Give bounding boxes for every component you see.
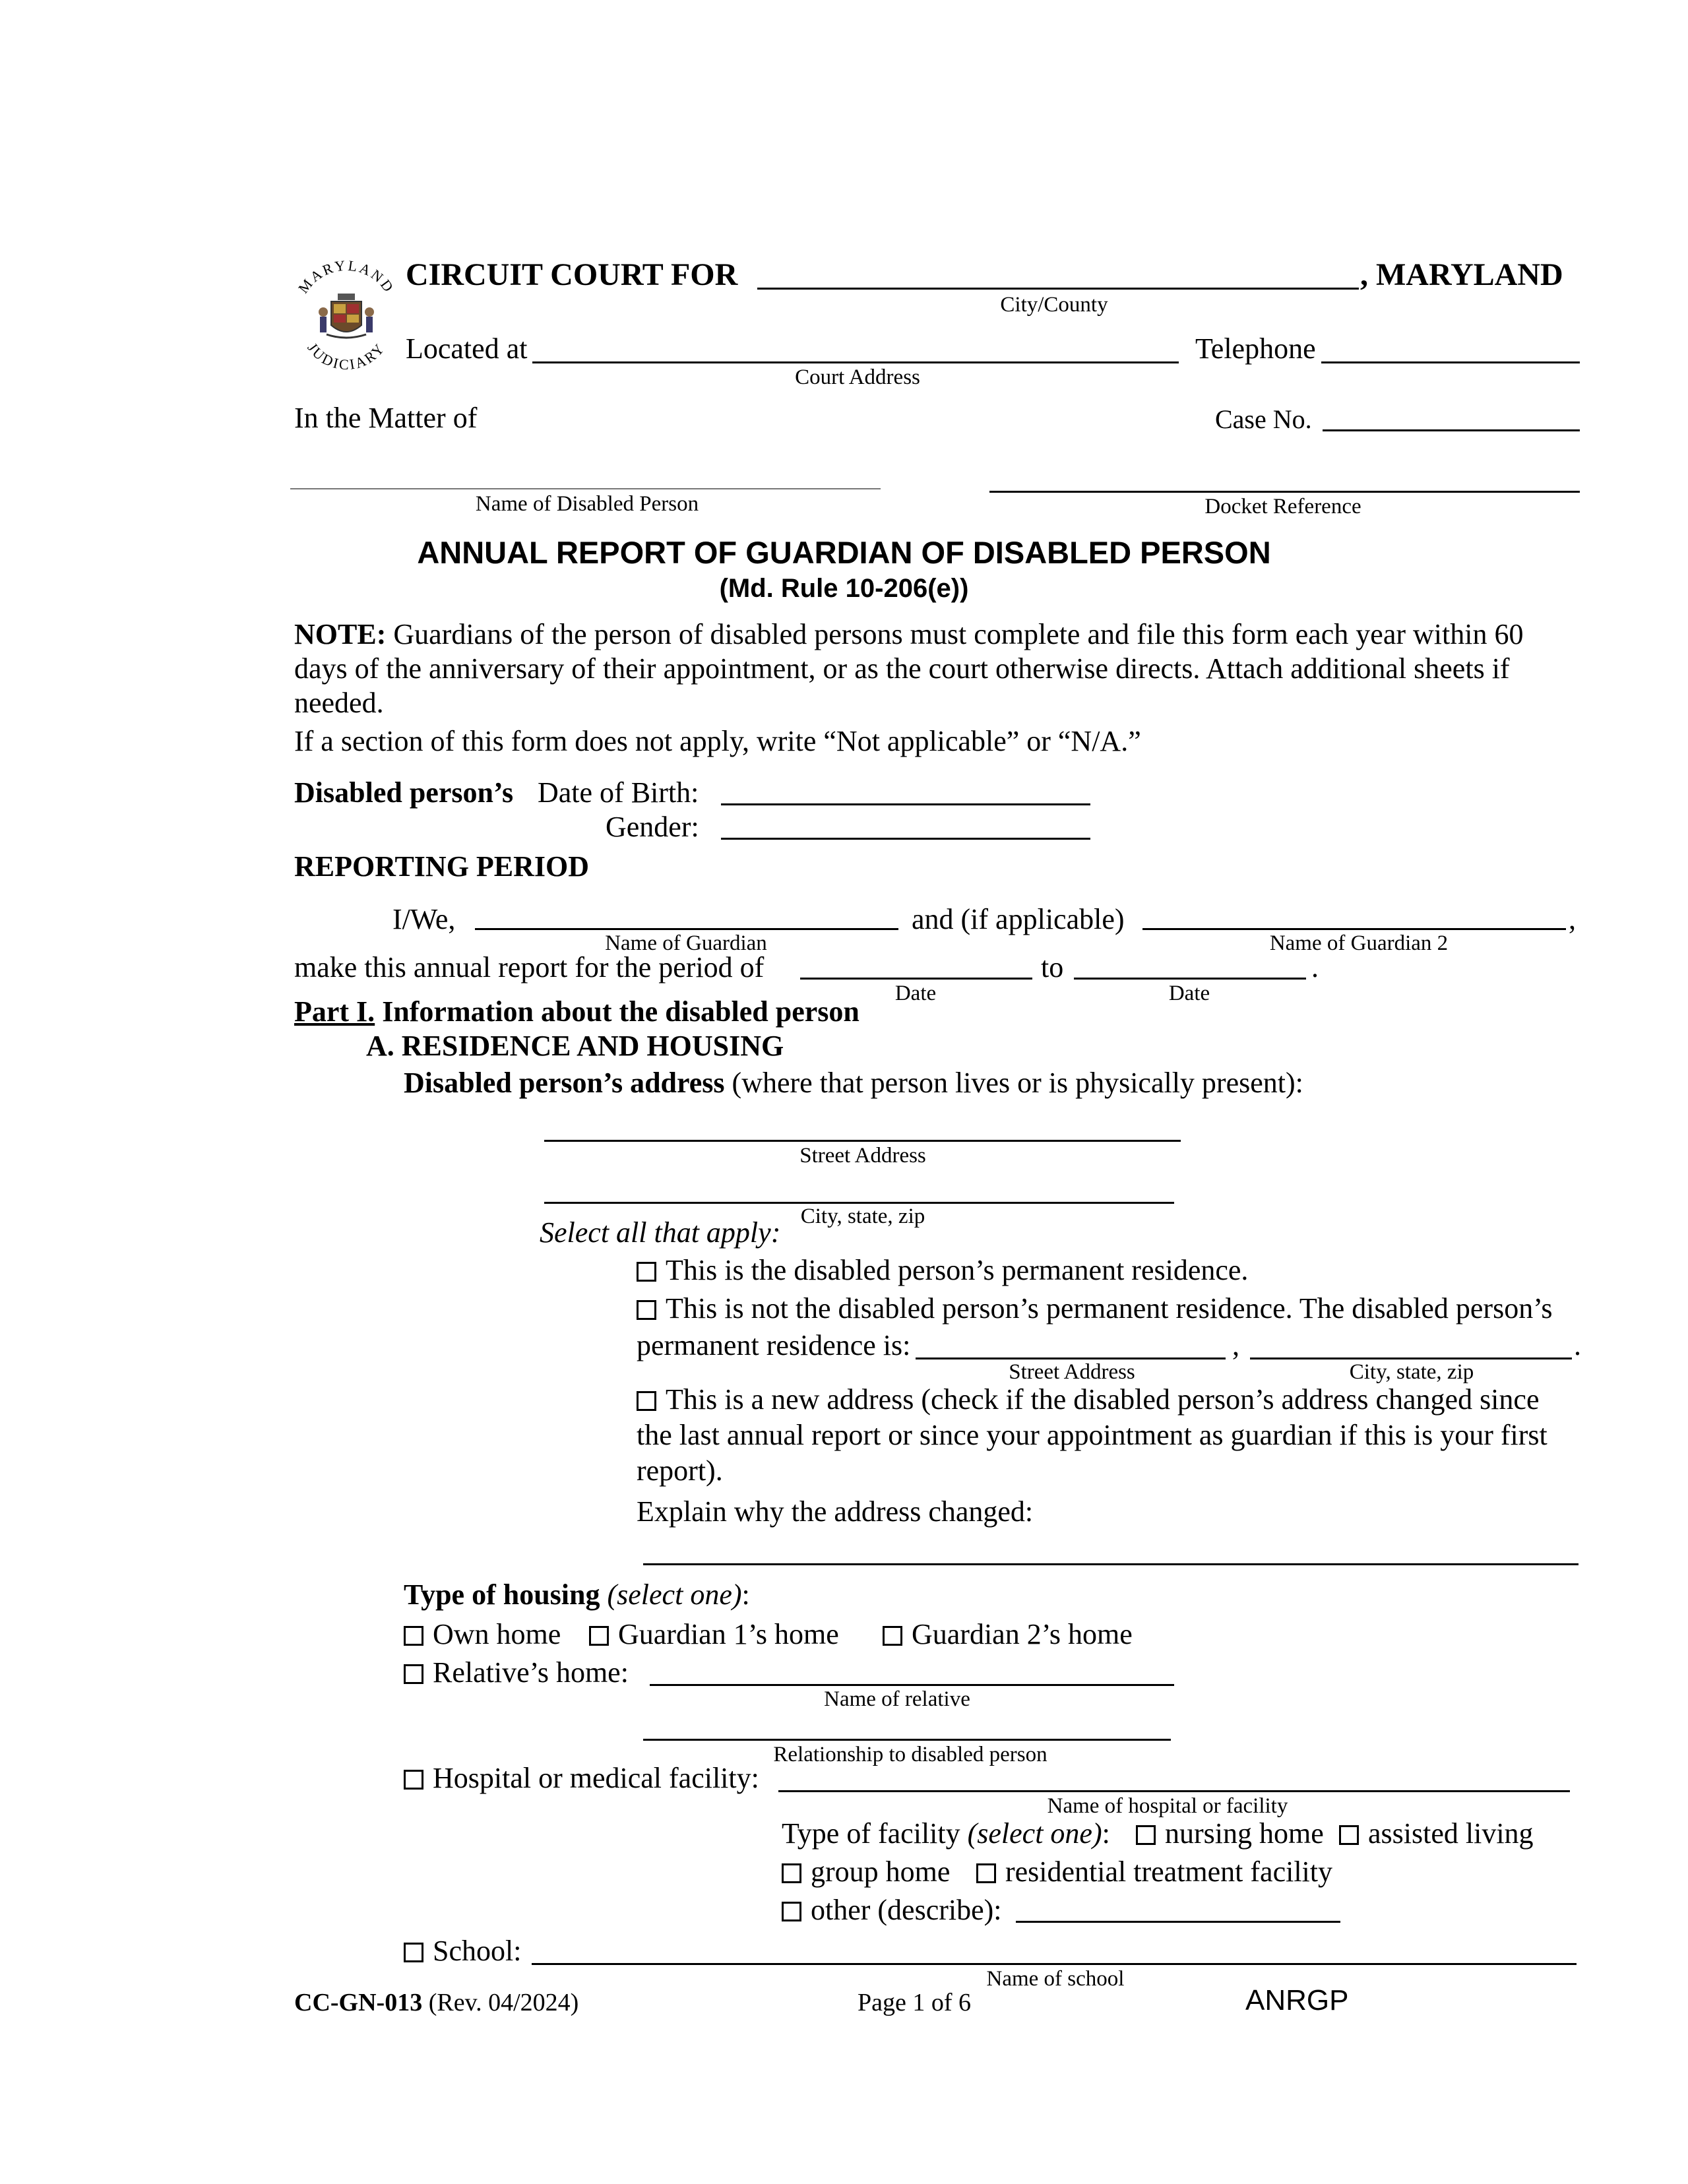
dob-label: Date of Birth:	[538, 776, 699, 809]
option-school	[404, 1937, 521, 1966]
school-checkbox[interactable]	[404, 1943, 423, 1962]
assisted-living-label: assisted living	[1368, 1817, 1534, 1850]
form-rule: (Md. Rule 10-206(e))	[719, 574, 969, 603]
period-end-caption: Date	[1168, 982, 1210, 1005]
part1-title: Information about the disabled person	[382, 995, 860, 1028]
court-address-caption: Court Address	[795, 365, 920, 389]
street-address-caption: Street Address	[799, 1144, 926, 1168]
to-label: to	[1041, 951, 1064, 983]
guardian2-home-checkbox[interactable]	[883, 1626, 902, 1646]
permanent-city-caption: City, state, zip	[1349, 1360, 1474, 1384]
option-guardian2-home	[883, 1620, 1133, 1649]
guardian-name-caption: Name of Guardian	[605, 931, 767, 955]
own-home-label: Own home	[433, 1618, 561, 1650]
form-title: ANNUAL REPORT OF GUARDIAN OF DISABLED PERSON	[417, 535, 1271, 570]
housing-colon: :	[741, 1578, 750, 1611]
other-describe-field[interactable]	[1016, 1921, 1340, 1923]
city-county-caption: City/County	[1000, 293, 1108, 317]
option-permanent-residence	[637, 1256, 1248, 1285]
docket-reference-caption: Docket Reference	[1204, 495, 1361, 518]
in-the-matter-of-label: In the Matter of	[294, 402, 478, 434]
footer-code: ANRGP	[1245, 1984, 1349, 2016]
period-end-dot: .	[1311, 951, 1319, 983]
permanent-comma: ,	[1232, 1329, 1239, 1361]
section-a-heading: A. RESIDENCE AND HOUSING	[366, 1030, 784, 1062]
guardian-name-field[interactable]	[475, 928, 898, 930]
relatives-home-label: Relative’s home:	[433, 1656, 629, 1689]
option-guardian1-home	[589, 1620, 839, 1649]
city-state-zip-field[interactable]	[544, 1202, 1174, 1204]
option-other	[782, 1896, 1002, 1925]
court-address-field[interactable]	[532, 361, 1179, 363]
reporting-period-heading: REPORTING PERIOD	[294, 850, 590, 883]
svg-text:MARYLAND	[295, 257, 398, 297]
option-relatives-home	[404, 1658, 629, 1687]
explain-label: Explain why the address changed:	[637, 1495, 1034, 1528]
option-nursing-home	[1136, 1819, 1324, 1848]
footer-form-id	[294, 1988, 578, 2017]
option-own-home	[404, 1620, 561, 1649]
option-not-permanent-residence	[637, 1294, 1553, 1323]
permanent-city-field[interactable]	[1250, 1357, 1572, 1359]
form-id: CC-GN-013	[294, 1989, 423, 2016]
dob-field[interactable]	[721, 803, 1090, 805]
disabled-person-name-caption: Name of Disabled Person	[475, 492, 699, 516]
nursing-home-label: nursing home	[1165, 1817, 1324, 1850]
iwe-label: I/We,	[392, 903, 456, 935]
relationship-field[interactable]	[643, 1739, 1171, 1741]
address-label: Disabled person’s address	[404, 1067, 725, 1099]
city-county-field[interactable]	[757, 288, 1359, 290]
new-address-checkbox[interactable]	[637, 1391, 656, 1411]
new-address-label-2: the last annual report or since your appointment as guardian if this is your first	[637, 1419, 1547, 1451]
not-permanent-label-1: This is not the disabled person’s permanent residence. The disabled person’s	[666, 1292, 1553, 1325]
residential-treatment-checkbox[interactable]	[976, 1863, 996, 1883]
school-name-caption: Name of school	[986, 1967, 1125, 1991]
guardian-2-name-field[interactable]	[1142, 928, 1566, 930]
seal-bottom-text: JUDICIARY	[304, 339, 389, 373]
note-line-2: days of the anniversary of their appointment, or as the court otherwise directs. Attach additional sheets if	[294, 652, 1510, 685]
option-new-address	[637, 1385, 1539, 1414]
hospital-name-caption: Name of hospital or facility	[1047, 1794, 1288, 1818]
city-state-zip-caption: City, state, zip	[800, 1204, 925, 1228]
permanent-residence-checkbox[interactable]	[637, 1262, 656, 1282]
period-start-caption: Date	[894, 982, 937, 1005]
other-label: other (describe):	[811, 1894, 1002, 1926]
permanent-street-caption: Street Address	[1009, 1360, 1135, 1384]
permanent-residence-label: This is the disabled person’s permanent residence.	[666, 1254, 1249, 1286]
maryland-label: , MARYLAND	[1360, 257, 1563, 292]
housing-select-one: (select one)	[607, 1578, 742, 1611]
guardian-comma: ,	[1569, 903, 1576, 935]
note-line-1	[294, 620, 1523, 649]
other-checkbox[interactable]	[782, 1902, 801, 1921]
facility-type-label: Type of facility	[782, 1817, 960, 1850]
permanent-street-field[interactable]	[916, 1357, 1226, 1359]
housing-label: Type of housing	[404, 1578, 600, 1611]
note-text-1: Guardians of the person of disabled persons must complete and file this form each year within 60	[393, 618, 1524, 650]
permanent-period: .	[1574, 1329, 1581, 1361]
not-permanent-residence-checkbox[interactable]	[637, 1300, 656, 1320]
disabled-person-label: Disabled person’s	[294, 776, 514, 809]
circuit-court-label: CIRCUIT COURT FOR	[406, 257, 738, 292]
note-line-3: needed.	[294, 687, 384, 719]
case-no-field[interactable]	[1323, 429, 1580, 431]
guardian1-home-label: Guardian 1’s home	[618, 1618, 839, 1650]
address-line	[404, 1069, 1303, 1098]
assisted-living-checkbox[interactable]	[1339, 1825, 1359, 1845]
group-home-label: group home	[811, 1856, 951, 1888]
relative-name-caption: Name of relative	[824, 1687, 970, 1711]
make-report-label: make this annual report for the period of	[294, 951, 765, 983]
guardian2-home-label: Guardian 2’s home	[912, 1618, 1133, 1650]
explain-field[interactable]	[643, 1563, 1579, 1565]
telephone-label: Telephone	[1195, 332, 1316, 365]
new-address-label-1: This is a new address (check if the disabled person’s address changed since	[666, 1383, 1540, 1416]
address-note: (where that person lives or is physically present):	[732, 1067, 1303, 1099]
footer-page-number: Page 1 of 6	[858, 1989, 972, 2016]
relationship-caption: Relationship to disabled person	[773, 1743, 1047, 1766]
facility-select-one: (select one)	[967, 1817, 1102, 1850]
part1-heading	[294, 997, 860, 1026]
docket-reference-field[interactable]	[989, 491, 1580, 493]
facility-colon: :	[1102, 1817, 1110, 1850]
located-at-label: Located at	[406, 332, 528, 365]
seal-top-text: MARYLAND	[294, 257, 398, 297]
maryland-judiciary-seal-icon	[290, 254, 402, 386]
part1-label: Part I.	[294, 995, 375, 1028]
case-no-label: Case No.	[1215, 404, 1312, 434]
form-rev: (Rev. 04/2024)	[428, 1989, 579, 2016]
not-permanent-label-2: permanent residence is:	[637, 1329, 911, 1361]
relatives-home-checkbox[interactable]	[404, 1664, 423, 1684]
svg-text:JUDICIARY	[304, 340, 389, 373]
and-if-applicable-label: and (if applicable)	[912, 903, 1125, 935]
option-assisted-living	[1339, 1819, 1534, 1848]
hospital-label: Hospital or medical facility:	[433, 1762, 759, 1794]
hospital-checkbox[interactable]	[404, 1770, 423, 1790]
option-residential-treatment	[976, 1857, 1332, 1887]
guardian-2-name-caption: Name of Guardian 2	[1269, 931, 1449, 955]
disabled-person-name-field[interactable]	[290, 488, 881, 489]
period-end-field[interactable]	[1074, 978, 1306, 980]
select-all-label: Select all that apply:	[540, 1216, 781, 1249]
option-group-home	[782, 1857, 950, 1887]
relative-name-field[interactable]	[650, 1684, 1174, 1686]
gender-label: Gender:	[606, 811, 699, 843]
guardian1-home-checkbox[interactable]	[589, 1626, 609, 1646]
street-address-field[interactable]	[544, 1140, 1181, 1142]
hospital-name-field[interactable]	[778, 1790, 1570, 1792]
group-home-checkbox[interactable]	[782, 1863, 801, 1883]
option-hospital	[404, 1764, 759, 1793]
facility-type-line	[782, 1819, 1110, 1848]
telephone-field[interactable]	[1321, 361, 1580, 363]
note-label: NOTE:	[294, 618, 387, 650]
residential-treatment-label: residential treatment facility	[1005, 1856, 1333, 1888]
new-address-label-3: report).	[637, 1454, 723, 1487]
period-start-field[interactable]	[800, 978, 1032, 980]
school-name-field[interactable]	[532, 1963, 1577, 1965]
housing-heading	[404, 1580, 750, 1609]
own-home-checkbox[interactable]	[404, 1626, 423, 1646]
nursing-home-checkbox[interactable]	[1136, 1825, 1156, 1845]
school-label: School:	[433, 1935, 522, 1967]
gender-field[interactable]	[721, 838, 1090, 840]
note-line-4: If a section of this form does not apply, write “Not applicable” or “N/A.”	[294, 725, 1141, 757]
